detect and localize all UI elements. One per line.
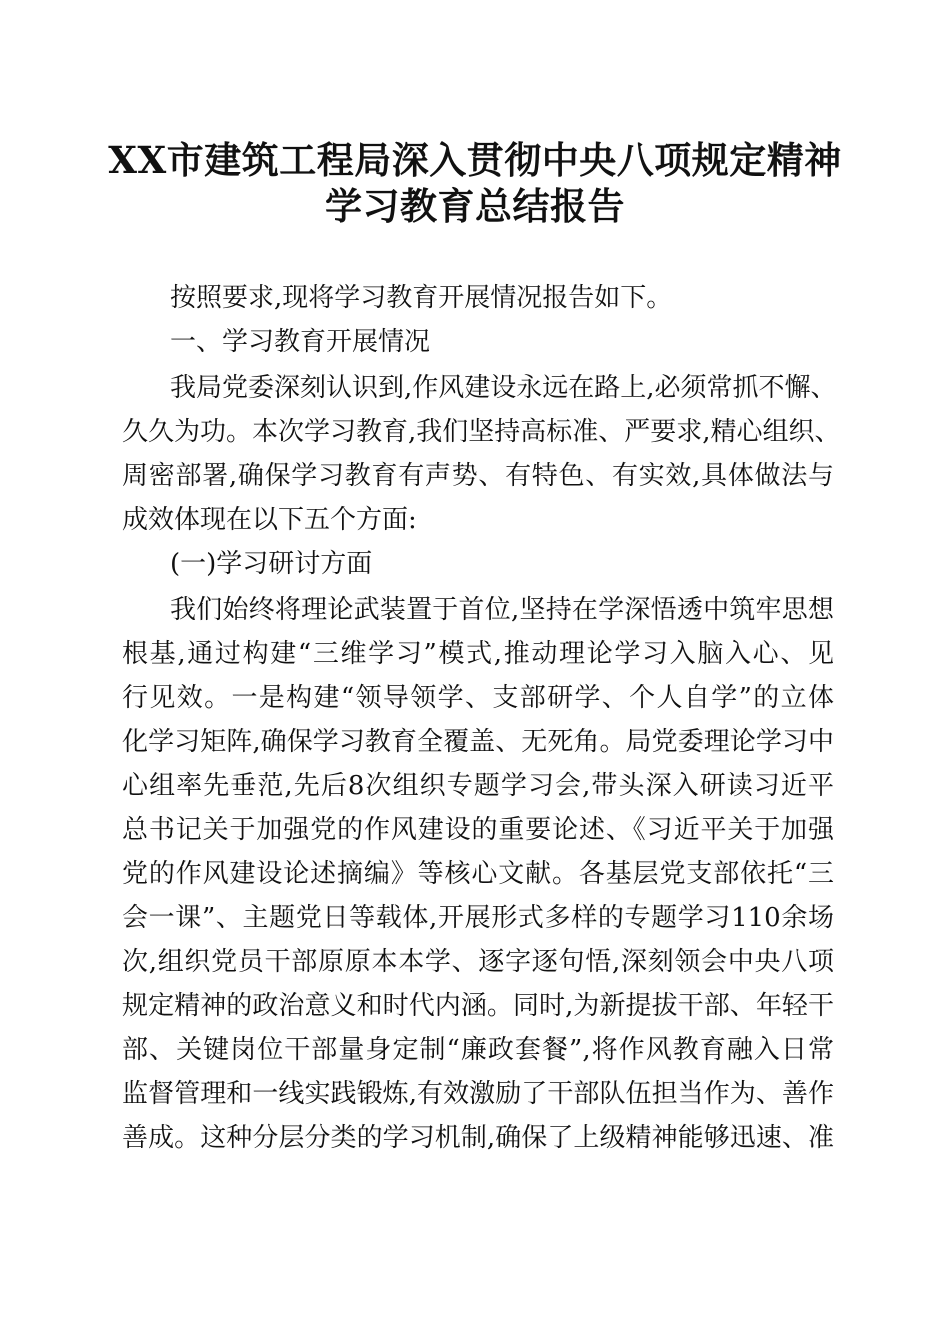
- paragraph-line: 次,组织党员干部原原本本学、逐字逐句悟,深刻领会中央八项: [122, 947, 834, 977]
- paragraph-line: 党的作风建设论述摘编》等核心文献。各基层党支部依托“三: [122, 859, 834, 889]
- paragraph-line: 心组率先垂范,先后8次组织专题学习会,带头深入研读习近平: [122, 771, 834, 801]
- document-title-line-1: XX市建筑工程局深入贯彻中央八项规定精神: [108, 138, 842, 182]
- paragraph-line: 根基,通过构建“三维学习”模式,推动理论学习入脑入心、见: [122, 639, 834, 669]
- paragraph-line: 会一课”、主题党日等载体,开展形式多样的专题学习110余场: [122, 903, 834, 933]
- section-heading-1: 一、学习教育开展情况: [170, 327, 431, 357]
- paragraph-line: 久久为功。本次学习教育,我们坚持高标准、严要求,精心组织、: [122, 417, 841, 447]
- document-title-line-2: 学习教育总结报告: [325, 184, 625, 228]
- paragraph-line: 周密部署,确保学习教育有声势、有特色、有实效,具体做法与: [122, 461, 834, 491]
- paragraph-line: 行见效。一是构建“领导领学、支部研学、个人自学”的立体: [122, 683, 834, 713]
- intro-paragraph: 按照要求,现将学习教育开展情况报告如下。: [170, 283, 673, 313]
- paragraph-line: 我局党委深刻认识到,作风建设永远在路上,必须常抓不懈、: [170, 373, 837, 403]
- paragraph-line: 化学习矩阵,确保学习教育全覆盖、无死角。局党委理论学习中: [122, 727, 834, 757]
- paragraph-line: 部、关键岗位干部量身定制“廉政套餐”,将作风教育融入日常: [122, 1035, 834, 1065]
- paragraph-line: 总书记关于加强党的作风建设的重要论述、《习近平关于加强: [122, 815, 834, 845]
- paragraph-line: 善成。这种分层分类的学习机制,确保了上级精神能够迅速、准: [122, 1123, 834, 1153]
- paragraph-line: 监督管理和一线实践锻炼,有效激励了干部队伍担当作为、善作: [122, 1079, 834, 1109]
- paragraph-line: 成效体现在以下五个方面:: [122, 505, 417, 535]
- subsection-heading-1: (一)学习研讨方面: [170, 549, 373, 579]
- paragraph-line: 规定精神的政治意义和时代内涵。同时,为新提拔干部、年轻干: [122, 991, 834, 1021]
- paragraph-line: 我们始终将理论武装置于首位,坚持在学深悟透中筑牢思想: [170, 595, 834, 625]
